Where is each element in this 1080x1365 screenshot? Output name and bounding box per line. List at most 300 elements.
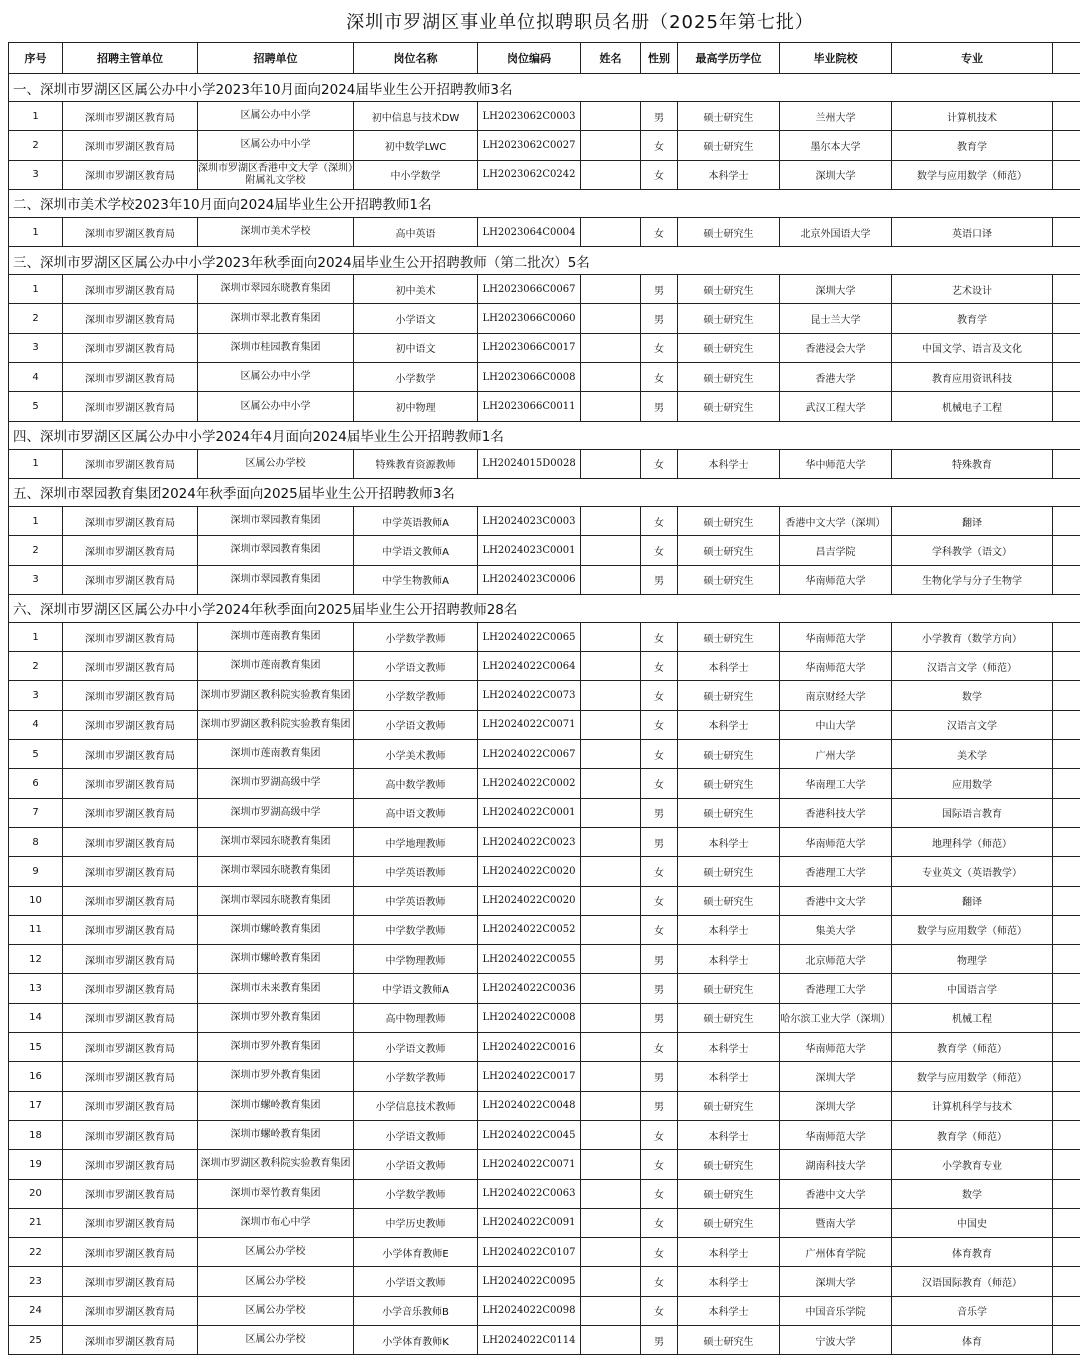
education-cell: 硕士研究生 [678, 681, 780, 710]
row-number-cell: 19 [9, 1150, 63, 1179]
school-cell: 昌吉学院 [780, 536, 892, 565]
row-number-cell: 3 [9, 160, 63, 189]
school-cell: 深圳大学 [780, 1062, 892, 1091]
post-name-cell: 中小学数学 [354, 160, 478, 189]
hiring-unit-cell: 区属公办学校 [198, 1267, 354, 1296]
gender-cell: 女 [641, 740, 678, 769]
hiring-authority-cell: 深圳市罗湖区教育局 [63, 1003, 198, 1032]
row-number-cell: 6 [9, 769, 63, 798]
candidate-name-cell [581, 769, 641, 798]
education-cell: 硕士研究生 [678, 622, 780, 651]
post-code-cell: LH2024015D0028 [478, 449, 581, 478]
hiring-authority-cell: 深圳市罗湖区教育局 [63, 1208, 198, 1237]
major-cell: 应用数学 [892, 769, 1053, 798]
empty-cell [1053, 1062, 1080, 1091]
hiring-authority-cell: 深圳市罗湖区教育局 [63, 710, 198, 739]
school-cell: 集美大学 [780, 915, 892, 944]
table-row [9, 681, 1080, 710]
hiring-unit-cell: 深圳市罗湖区香港中文大学（深圳）附属礼文学校 [198, 160, 354, 189]
table-row [9, 857, 1080, 886]
empty-cell [1053, 1150, 1080, 1179]
post-name-cell: 高中语文教师 [354, 798, 478, 827]
post-name-cell: 中学语文教师A [354, 974, 478, 1003]
education-cell: 硕士研究生 [678, 565, 780, 594]
section-row [9, 189, 1080, 217]
gender-cell: 女 [641, 160, 678, 189]
candidate-name-cell [581, 1208, 641, 1237]
post-code-cell: LH2024022C0071 [478, 1150, 581, 1179]
hiring-authority-cell: 深圳市罗湖区教育局 [63, 1179, 198, 1208]
post-name-cell: 小学体育教师K [354, 1325, 478, 1354]
gender-cell: 女 [641, 710, 678, 739]
hiring-authority-cell: 深圳市罗湖区教育局 [63, 886, 198, 915]
gender-cell: 男 [641, 1062, 678, 1091]
post-name-cell: 小学体育教师E [354, 1238, 478, 1267]
hiring-authority-cell: 深圳市罗湖区教育局 [63, 275, 198, 304]
hiring-authority-cell: 深圳市罗湖区教育局 [63, 1325, 198, 1354]
table-row [9, 622, 1080, 651]
hiring-unit-cell: 深圳市美术学校 [198, 217, 354, 246]
row-number-cell: 3 [9, 565, 63, 594]
candidate-name-cell [581, 622, 641, 651]
school-cell: 华南师范大学 [780, 652, 892, 681]
row-number-cell: 15 [9, 1033, 63, 1062]
education-cell: 硕士研究生 [678, 1208, 780, 1237]
post-code-cell: LH2024022C0091 [478, 1208, 581, 1237]
major-cell: 计算机技术 [892, 102, 1053, 131]
education-cell: 本科学士 [678, 915, 780, 944]
school-cell: 暨南大学 [780, 1208, 892, 1237]
hiring-unit-cell: 深圳市桂园教育集团 [198, 333, 354, 362]
post-name-cell: 中学语文教师A [354, 536, 478, 565]
major-cell: 汉语言文学 [892, 710, 1053, 739]
school-cell: 中国音乐学院 [780, 1296, 892, 1325]
major-cell: 特殊教育 [892, 449, 1053, 478]
post-name-cell: 初中信息与技术DW [354, 102, 478, 131]
table-row [9, 886, 1080, 915]
hiring-authority-cell: 深圳市罗湖区教育局 [63, 392, 198, 421]
gender-cell: 女 [641, 622, 678, 651]
post-code-cell: LH2024022C0048 [478, 1091, 581, 1120]
education-cell: 硕士研究生 [678, 304, 780, 333]
section-heading: 五、深圳市翠园教育集团2024年秋季面向2025届毕业生公开招聘教师3名 [9, 478, 1080, 506]
post-code-cell: LH2024022C0020 [478, 886, 581, 915]
hiring-authority-cell: 深圳市罗湖区教育局 [63, 304, 198, 333]
post-code-cell: LH2024022C0052 [478, 915, 581, 944]
empty-cell [1053, 1120, 1080, 1149]
major-cell: 机械电子工程 [892, 392, 1053, 421]
hiring-unit-cell: 深圳市布心中学 [198, 1208, 354, 1237]
section-row [9, 247, 1080, 275]
table-row [9, 769, 1080, 798]
table-row [9, 1238, 1080, 1267]
hiring-authority-cell: 深圳市罗湖区教育局 [63, 945, 198, 974]
school-cell: 广州大学 [780, 740, 892, 769]
gender-cell: 女 [641, 769, 678, 798]
table-row [9, 652, 1080, 681]
post-code-cell: LH2024022C0095 [478, 1267, 581, 1296]
hiring-authority-cell: 深圳市罗湖区教育局 [63, 1062, 198, 1091]
post-code-cell: LH2024022C0008 [478, 1003, 581, 1032]
post-name-cell: 小学语文 [354, 304, 478, 333]
candidate-name-cell [581, 710, 641, 739]
major-cell: 教育学 [892, 304, 1053, 333]
education-cell: 硕士研究生 [678, 798, 780, 827]
table-row [9, 1062, 1080, 1091]
post-name-cell: 中学英语教师 [354, 886, 478, 915]
table-row [9, 131, 1080, 160]
row-number-cell: 2 [9, 304, 63, 333]
empty-cell [1053, 275, 1080, 304]
education-cell: 硕士研究生 [678, 1091, 780, 1120]
school-cell: 香港理工大学 [780, 857, 892, 886]
school-cell: 昆士兰大学 [780, 304, 892, 333]
major-cell: 国际语言教育 [892, 798, 1053, 827]
post-code-cell: LH2024022C0036 [478, 974, 581, 1003]
school-cell: 中山大学 [780, 710, 892, 739]
gender-cell: 女 [641, 1296, 678, 1325]
row-number-cell: 25 [9, 1325, 63, 1354]
hiring-authority-cell: 深圳市罗湖区教育局 [63, 798, 198, 827]
row-number-cell: 22 [9, 1238, 63, 1267]
major-cell: 教育应用资讯科技 [892, 363, 1053, 392]
candidate-name-cell [581, 333, 641, 362]
header-cell: 专业 [892, 43, 1053, 74]
post-name-cell: 高中英语 [354, 217, 478, 246]
major-cell: 教育学（师范） [892, 1120, 1053, 1149]
major-cell: 学科教学（语文） [892, 536, 1053, 565]
table-row [9, 710, 1080, 739]
row-number-cell: 4 [9, 363, 63, 392]
hiring-unit-cell: 深圳市翠园教育集团 [198, 565, 354, 594]
roster-table [8, 42, 1080, 1355]
post-name-cell: 中学地理教师 [354, 827, 478, 856]
education-cell: 本科学士 [678, 1120, 780, 1149]
row-number-cell: 14 [9, 1003, 63, 1032]
education-cell: 硕士研究生 [678, 333, 780, 362]
hiring-unit-cell: 深圳市翠北教育集团 [198, 304, 354, 333]
gender-cell: 男 [641, 565, 678, 594]
header-cell: 招聘单位 [198, 43, 354, 74]
gender-cell: 女 [641, 449, 678, 478]
post-code-cell: LH2024022C0017 [478, 1062, 581, 1091]
post-name-cell: 小学音乐教师B [354, 1296, 478, 1325]
school-cell: 深圳大学 [780, 275, 892, 304]
hiring-unit-cell: 深圳市莲南教育集团 [198, 622, 354, 651]
candidate-name-cell [581, 1267, 641, 1296]
section-heading: 三、深圳市罗湖区区属公办中小学2023年秋季面向2024届毕业生公开招聘教师（第二批次）5名 [9, 247, 1080, 275]
table-row [9, 945, 1080, 974]
major-cell: 体育 [892, 1325, 1053, 1354]
hiring-authority-cell: 深圳市罗湖区教育局 [63, 1150, 198, 1179]
candidate-name-cell [581, 1296, 641, 1325]
row-number-cell: 11 [9, 915, 63, 944]
hiring-unit-cell: 区属公办中小学 [198, 363, 354, 392]
empty-cell [1053, 1033, 1080, 1062]
header-cell: 姓名 [581, 43, 641, 74]
candidate-name-cell [581, 798, 641, 827]
hiring-authority-cell: 深圳市罗湖区教育局 [63, 102, 198, 131]
hiring-authority-cell: 深圳市罗湖区教育局 [63, 1296, 198, 1325]
gender-cell: 女 [641, 652, 678, 681]
table-row [9, 740, 1080, 769]
candidate-name-cell [581, 1091, 641, 1120]
hiring-authority-cell: 深圳市罗湖区教育局 [63, 681, 198, 710]
hiring-unit-cell: 深圳市莲南教育集团 [198, 652, 354, 681]
section-heading: 一、深圳市罗湖区区属公办中小学2023年10月面向2024届毕业生公开招聘教师3名 [9, 74, 1080, 102]
education-cell: 本科学士 [678, 449, 780, 478]
table-row [9, 449, 1080, 478]
candidate-name-cell [581, 681, 641, 710]
empty-cell [1053, 506, 1080, 535]
post-name-cell: 中学数学教师 [354, 915, 478, 944]
row-number-cell: 3 [9, 333, 63, 362]
education-cell: 硕士研究生 [678, 1150, 780, 1179]
post-code-cell: LH2024022C0107 [478, 1238, 581, 1267]
post-code-cell: LH2024022C0064 [478, 652, 581, 681]
candidate-name-cell [581, 565, 641, 594]
empty-cell [1053, 1238, 1080, 1267]
hiring-unit-cell: 深圳市罗湖区教科院实验教育集团 [198, 710, 354, 739]
gender-cell: 女 [641, 333, 678, 362]
education-cell: 硕士研究生 [678, 102, 780, 131]
gender-cell: 女 [641, 1267, 678, 1296]
hiring-authority-cell: 深圳市罗湖区教育局 [63, 857, 198, 886]
empty-cell [1053, 1208, 1080, 1237]
table-row [9, 798, 1080, 827]
post-code-cell: LH2024022C0016 [478, 1033, 581, 1062]
candidate-name-cell [581, 217, 641, 246]
empty-cell [1053, 363, 1080, 392]
table-row [9, 217, 1080, 246]
hiring-unit-cell: 深圳市罗湖高级中学 [198, 769, 354, 798]
table-row [9, 506, 1080, 535]
school-cell: 华南师范大学 [780, 1120, 892, 1149]
post-code-cell: LH2024022C0001 [478, 798, 581, 827]
education-cell: 硕士研究生 [678, 217, 780, 246]
school-cell: 湖南科技大学 [780, 1150, 892, 1179]
post-code-cell: LH2024022C0065 [478, 622, 581, 651]
post-code-cell: LH2024022C0045 [478, 1120, 581, 1149]
post-code-cell: LH2024022C0067 [478, 740, 581, 769]
row-number-cell: 12 [9, 945, 63, 974]
hiring-authority-cell: 深圳市罗湖区教育局 [63, 1238, 198, 1267]
post-name-cell: 小学语文教师 [354, 1267, 478, 1296]
header-cell: 序号 [9, 43, 63, 74]
row-number-cell: 8 [9, 827, 63, 856]
gender-cell: 男 [641, 945, 678, 974]
school-cell: 香港大学 [780, 363, 892, 392]
post-code-cell: LH2024022C0071 [478, 710, 581, 739]
table-row [9, 1120, 1080, 1149]
section-heading: 六、深圳市罗湖区区属公办中小学2024年秋季面向2025届毕业生公开招聘教师28名 [9, 594, 1080, 622]
candidate-name-cell [581, 304, 641, 333]
empty-cell [1053, 1325, 1080, 1354]
table-row [9, 1296, 1080, 1325]
gender-cell: 女 [641, 536, 678, 565]
post-name-cell: 初中数学LWC [354, 131, 478, 160]
empty-cell [1053, 1091, 1080, 1120]
major-cell: 音乐学 [892, 1296, 1053, 1325]
row-number-cell: 2 [9, 652, 63, 681]
gender-cell: 女 [641, 363, 678, 392]
table-row [9, 102, 1080, 131]
table-row [9, 392, 1080, 421]
hiring-unit-cell: 区属公办中小学 [198, 392, 354, 421]
gender-cell: 男 [641, 102, 678, 131]
school-cell: 深圳大学 [780, 160, 892, 189]
gender-cell: 女 [641, 1179, 678, 1208]
gender-cell: 女 [641, 1120, 678, 1149]
education-cell: 硕士研究生 [678, 974, 780, 1003]
school-cell: 华南师范大学 [780, 565, 892, 594]
school-cell: 香港浸会大学 [780, 333, 892, 362]
post-code-cell: LH2023066C0008 [478, 363, 581, 392]
table-row [9, 333, 1080, 362]
post-name-cell: 小学数学教师 [354, 1179, 478, 1208]
empty-cell [1053, 449, 1080, 478]
hiring-unit-cell: 深圳市未来教育集团 [198, 974, 354, 1003]
major-cell: 小学教育（数学方向） [892, 622, 1053, 651]
empty-cell [1053, 915, 1080, 944]
education-cell: 本科学士 [678, 710, 780, 739]
empty-cell [1053, 333, 1080, 362]
candidate-name-cell [581, 449, 641, 478]
table-row [9, 536, 1080, 565]
hiring-authority-cell: 深圳市罗湖区教育局 [63, 1267, 198, 1296]
candidate-name-cell [581, 1325, 641, 1354]
major-cell: 翻译 [892, 506, 1053, 535]
hiring-unit-cell: 深圳市翠园东晓教育集团 [198, 827, 354, 856]
school-cell: 华南理工大学 [780, 769, 892, 798]
empty-cell [1053, 217, 1080, 246]
table-row [9, 1091, 1080, 1120]
post-name-cell: 特殊教育资源教师 [354, 449, 478, 478]
post-name-cell: 高中数学教师 [354, 769, 478, 798]
empty-cell [1053, 769, 1080, 798]
empty-cell [1053, 536, 1080, 565]
hiring-unit-cell: 区属公办学校 [198, 1238, 354, 1267]
hiring-unit-cell: 深圳市罗外教育集团 [198, 1062, 354, 1091]
row-number-cell: 1 [9, 275, 63, 304]
school-cell: 北京师范大学 [780, 945, 892, 974]
row-number-cell: 13 [9, 974, 63, 1003]
school-cell: 北京外国语大学 [780, 217, 892, 246]
table-row [9, 974, 1080, 1003]
gender-cell: 女 [641, 131, 678, 160]
school-cell: 兰州大学 [780, 102, 892, 131]
gender-cell: 男 [641, 974, 678, 1003]
candidate-name-cell [581, 1062, 641, 1091]
table-row [9, 275, 1080, 304]
table-row [9, 1003, 1080, 1032]
major-cell: 物理学 [892, 945, 1053, 974]
hiring-unit-cell: 深圳市翠园教育集团 [198, 536, 354, 565]
candidate-name-cell [581, 506, 641, 535]
school-cell: 香港科技大学 [780, 798, 892, 827]
row-number-cell: 18 [9, 1120, 63, 1149]
row-number-cell: 17 [9, 1091, 63, 1120]
empty-cell [1053, 1267, 1080, 1296]
school-cell: 香港理工大学 [780, 974, 892, 1003]
major-cell: 生物化学与分子生物学 [892, 565, 1053, 594]
hiring-authority-cell: 深圳市罗湖区教育局 [63, 974, 198, 1003]
header-cell-empty [1053, 43, 1080, 74]
hiring-authority-cell: 深圳市罗湖区教育局 [63, 333, 198, 362]
header-cell: 岗位编码 [478, 43, 581, 74]
hiring-unit-cell: 深圳市螺岭教育集团 [198, 1091, 354, 1120]
table-row [9, 1325, 1080, 1354]
major-cell: 汉语言文学（师范） [892, 652, 1053, 681]
major-cell: 数学与应用数学（师范） [892, 160, 1053, 189]
candidate-name-cell [581, 160, 641, 189]
post-name-cell: 初中语文 [354, 333, 478, 362]
gender-cell: 男 [641, 827, 678, 856]
major-cell: 专业英文（英语教学） [892, 857, 1053, 886]
empty-cell [1053, 857, 1080, 886]
post-name-cell: 小学语文教师 [354, 1033, 478, 1062]
post-name-cell: 中学物理教师 [354, 945, 478, 974]
post-code-cell: LH2024023C0001 [478, 536, 581, 565]
gender-cell: 男 [641, 275, 678, 304]
hiring-authority-cell: 深圳市罗湖区教育局 [63, 506, 198, 535]
table-row [9, 565, 1080, 594]
hiring-unit-cell: 深圳市罗外教育集团 [198, 1033, 354, 1062]
table-row [9, 915, 1080, 944]
candidate-name-cell [581, 363, 641, 392]
school-cell: 华南师范大学 [780, 622, 892, 651]
candidate-name-cell [581, 827, 641, 856]
major-cell: 小学教育专业 [892, 1150, 1053, 1179]
gender-cell: 男 [641, 1091, 678, 1120]
candidate-name-cell [581, 857, 641, 886]
education-cell: 硕士研究生 [678, 1325, 780, 1354]
education-cell: 硕士研究生 [678, 275, 780, 304]
section-row [9, 478, 1080, 506]
candidate-name-cell [581, 1150, 641, 1179]
hiring-authority-cell: 深圳市罗湖区教育局 [63, 1091, 198, 1120]
empty-cell [1053, 1003, 1080, 1032]
education-cell: 本科学士 [678, 1267, 780, 1296]
education-cell: 硕士研究生 [678, 536, 780, 565]
hiring-unit-cell: 深圳市罗湖高级中学 [198, 798, 354, 827]
post-code-cell: LH2024022C0063 [478, 1179, 581, 1208]
empty-cell [1053, 392, 1080, 421]
candidate-name-cell [581, 392, 641, 421]
post-name-cell: 中学生物教师A [354, 565, 478, 594]
header-cell: 毕业院校 [780, 43, 892, 74]
major-cell: 翻译 [892, 886, 1053, 915]
candidate-name-cell [581, 945, 641, 974]
empty-cell [1053, 160, 1080, 189]
education-cell: 硕士研究生 [678, 392, 780, 421]
gender-cell: 女 [641, 886, 678, 915]
hiring-unit-cell: 区属公办中小学 [198, 102, 354, 131]
hiring-unit-cell: 深圳市翠园东晓教育集团 [198, 275, 354, 304]
empty-cell [1053, 681, 1080, 710]
post-code-cell: LH2023066C0060 [478, 304, 581, 333]
major-cell: 中国语言学 [892, 974, 1053, 1003]
table-row [9, 1033, 1080, 1062]
candidate-name-cell [581, 275, 641, 304]
table-row [9, 304, 1080, 333]
candidate-name-cell [581, 1120, 641, 1149]
education-cell: 本科学士 [678, 1296, 780, 1325]
education-cell: 硕士研究生 [678, 363, 780, 392]
post-code-cell: LH2024023C0003 [478, 506, 581, 535]
hiring-authority-cell: 深圳市罗湖区教育局 [63, 915, 198, 944]
education-cell: 硕士研究生 [678, 740, 780, 769]
